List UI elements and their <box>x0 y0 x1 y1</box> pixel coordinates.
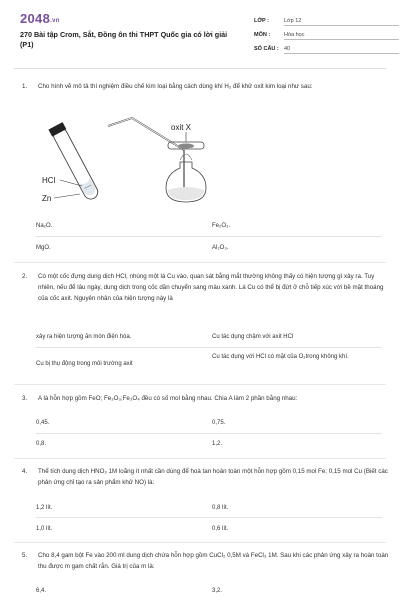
question-text: Cho 8,4 gam bột Fe vào 200 ml dung dịch chứa hỗn hợp gồm CuCl₂ 0,5M và FeCl₃ 1M. Sau khi các phản ứng xảy ra hoàn toàn thu được m gam chất rắn. Giá trị của m là: <box>38 552 389 570</box>
answer-option[interactable]: Cu bị thụ động trong môi trường axit <box>36 361 133 367</box>
answer-option[interactable]: xảy ra hiện tượng ăn mòn điện hóa. <box>36 334 132 340</box>
page-title: 270 Bài tập Crom, Sắt, Đồng ôn thi THPT Quốc gia có lời giải (P1) <box>20 30 228 49</box>
question-divider <box>14 458 386 459</box>
question-number: 1. <box>22 83 28 90</box>
answer-option[interactable]: 0,75. <box>212 420 226 426</box>
answer-option[interactable]: 0,8. <box>36 441 47 447</box>
option-separator <box>36 236 382 237</box>
test-tube <box>48 122 101 202</box>
question-divider <box>14 384 386 385</box>
answer-option[interactable]: 1,2. <box>212 441 223 447</box>
oxide-label: oxit X <box>171 123 192 132</box>
meta-question-count: SỐ CÂU : 40 <box>254 46 290 52</box>
answer-option[interactable]: 0,6 lít. <box>212 526 229 532</box>
answer-option[interactable]: 3,2. <box>212 588 223 594</box>
answer-option[interactable]: 0,8 lít. <box>212 505 229 511</box>
question-number: 2. <box>22 273 28 280</box>
question-number: 3. <box>22 395 28 402</box>
site-logo[interactable]: $2048^{.vn}$ <box>20 11 60 26</box>
answer-option[interactable]: 1,2 lít. <box>36 505 53 511</box>
question-number: 4. <box>22 468 28 475</box>
answer-option[interactable]: MgO. <box>36 245 51 251</box>
question-text: Thể tích dung dịch HNO₃ 1M loãng ít nhất cần dùng để hoà tan hoàn toàn một hỗn hợp gồm 0,15 mol Fe; 0,15 mol Cu (Biết các phản ứng chỉ tạo ra sản phẩm khử NO) là: <box>38 468 388 486</box>
question-text: Cho hình vẽ mô tả thí nghiệm điều chế kim loại bằng cách dùng khí H₂ để khử oxit kim loại như sau: <box>38 83 313 90</box>
acid-label: HCl <box>42 176 56 185</box>
answer-option[interactable]: 1,0 lít. <box>36 526 53 532</box>
option-separator <box>36 517 382 518</box>
answer-option[interactable]: Cu tác dụng với HCl có mặt của O₂trong không khí. <box>212 354 349 360</box>
answer-option[interactable]: Fe₂O₃. <box>212 223 231 229</box>
question-text: Có một cốc đựng dung dịch HCl, nhúng một lá Cu vào, quan sát bằng mắt thường không thấy có hiện tượng gì xảy ra. Tuy nhiên, nếu để lâu ngày, dung dịch trong cốc dần chuyển sang màu xanh. Lá Cu có thể bị đứt ở chỗ tiếp xúc với bề mặt thoáng của cốc axit. Nguyên nhân của hiện tượng này là <box>38 273 384 302</box>
option-separator <box>36 433 382 434</box>
experiment-diagram <box>40 108 260 208</box>
meta-class: LỚP : Lớp 12 <box>254 18 301 24</box>
answer-option[interactable]: 0,45. <box>36 420 50 426</box>
option-separator <box>36 347 382 348</box>
answer-option[interactable]: Na₂O. <box>36 223 53 229</box>
question-text: A là hỗn hợp gồm FeO; Fe₂O₃;Fe₃O₄ đều có số mol bằng nhau. Chia A làm 2 phần bằng nhau: <box>38 395 298 402</box>
answer-option[interactable]: 6,4. <box>36 588 47 594</box>
question-divider <box>14 262 386 263</box>
answer-option[interactable]: Cu tác dụng chậm với axit HCl <box>212 334 294 340</box>
meta-subject: MÔN : Hóa học <box>254 32 305 38</box>
header-divider <box>14 68 386 69</box>
question-number: 5. <box>22 552 28 559</box>
answer-option[interactable]: Al₂O₃. <box>212 245 229 251</box>
metal-label: Zn <box>42 194 52 203</box>
question-divider <box>14 542 386 543</box>
